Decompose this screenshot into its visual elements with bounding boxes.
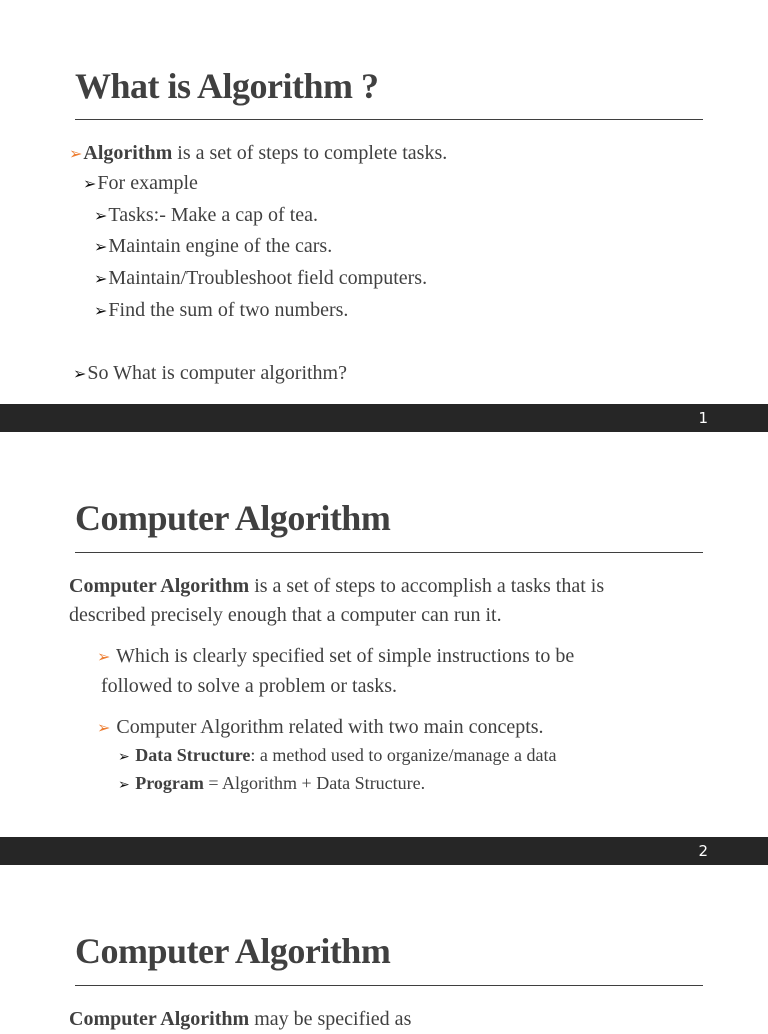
sub-bullet-text: = Algorithm + Data Structure.	[203, 773, 426, 793]
intro-paragraph	[69, 572, 604, 630]
intro-text: is a set of steps to accomplish a tasks that is	[249, 575, 605, 597]
bullet-item	[94, 203, 318, 229]
bullet-text: Maintain engine of the cars.	[108, 235, 333, 257]
bullet-item	[97, 713, 544, 743]
arrowhead-bullet-icon: ➢	[69, 146, 83, 163]
arrowhead-bullet-icon: ➢	[94, 239, 108, 256]
intro-paragraph	[69, 1005, 411, 1034]
arrowhead-bullet-icon: ➢	[73, 366, 87, 383]
sub-bullet-bold-term: Data Structure	[135, 745, 251, 765]
arrowhead-bullet-icon: ➢	[118, 750, 130, 765]
bullet-item	[94, 266, 427, 292]
bullet-item	[69, 141, 447, 167]
arrowhead-bullet-icon: ➢	[118, 778, 130, 793]
slide-title: What is Algorithm ?	[75, 66, 379, 106]
slide-footer-bar	[0, 837, 768, 865]
arrowhead-bullet-icon: ➢	[94, 208, 108, 225]
bullet-item	[97, 642, 574, 701]
slide-footer-bar	[0, 404, 768, 432]
intro-text-continued: described precisely enough that a computer can run it.	[69, 604, 502, 626]
bullet-text: Which is clearly specified set of simple instructions to be	[111, 645, 575, 667]
slide-1	[0, 0, 768, 404]
arrowhead-bullet-icon: ➢	[83, 176, 97, 193]
bullet-text: For example	[97, 172, 198, 194]
arrowhead-bullet-icon: ➢	[94, 303, 108, 320]
arrowhead-bullet-icon: ➢	[97, 720, 111, 737]
bullet-item	[83, 171, 198, 197]
bullet-text: So What is computer algorithm?	[87, 362, 347, 384]
intro-text: may be specified as	[249, 1008, 412, 1030]
bullet-item	[94, 234, 332, 260]
bullet-bold-term: Algorithm	[83, 142, 173, 164]
slide-3	[0, 865, 768, 1030]
page-number: 1	[698, 409, 708, 427]
slide-2	[0, 432, 768, 837]
bullet-text: Maintain/Troubleshoot field computers.	[108, 267, 428, 289]
bullet-item	[94, 298, 348, 324]
bullet-text: Find the sum of two numbers.	[108, 299, 349, 321]
title-divider	[75, 985, 703, 986]
intro-bold-term: Computer Algorithm	[69, 1008, 250, 1030]
slide-title: Computer Algorithm	[75, 498, 391, 538]
bullet-text-continued: followed to solve a problem or tasks.	[101, 675, 398, 697]
sub-bullet-text: : a method used to organize/manage a data	[250, 745, 557, 765]
intro-bold-term: Computer Algorithm	[69, 575, 250, 597]
title-divider	[75, 119, 703, 120]
sub-bullet-item	[118, 771, 425, 798]
page-number: 2	[698, 842, 708, 860]
bullet-item	[73, 361, 347, 387]
slide-title: Computer Algorithm	[75, 931, 391, 971]
arrowhead-bullet-icon: ➢	[97, 649, 111, 666]
arrowhead-bullet-icon: ➢	[94, 271, 108, 288]
title-divider	[75, 552, 703, 553]
sub-bullet-item	[118, 743, 556, 770]
bullet-text: Computer Algorithm related with two main concepts.	[111, 716, 544, 738]
sub-bullet-bold-term: Program	[135, 773, 204, 793]
bullet-text: Tasks:- Make a cap of tea.	[108, 204, 319, 226]
bullet-text: is a set of steps to complete tasks.	[172, 142, 448, 164]
